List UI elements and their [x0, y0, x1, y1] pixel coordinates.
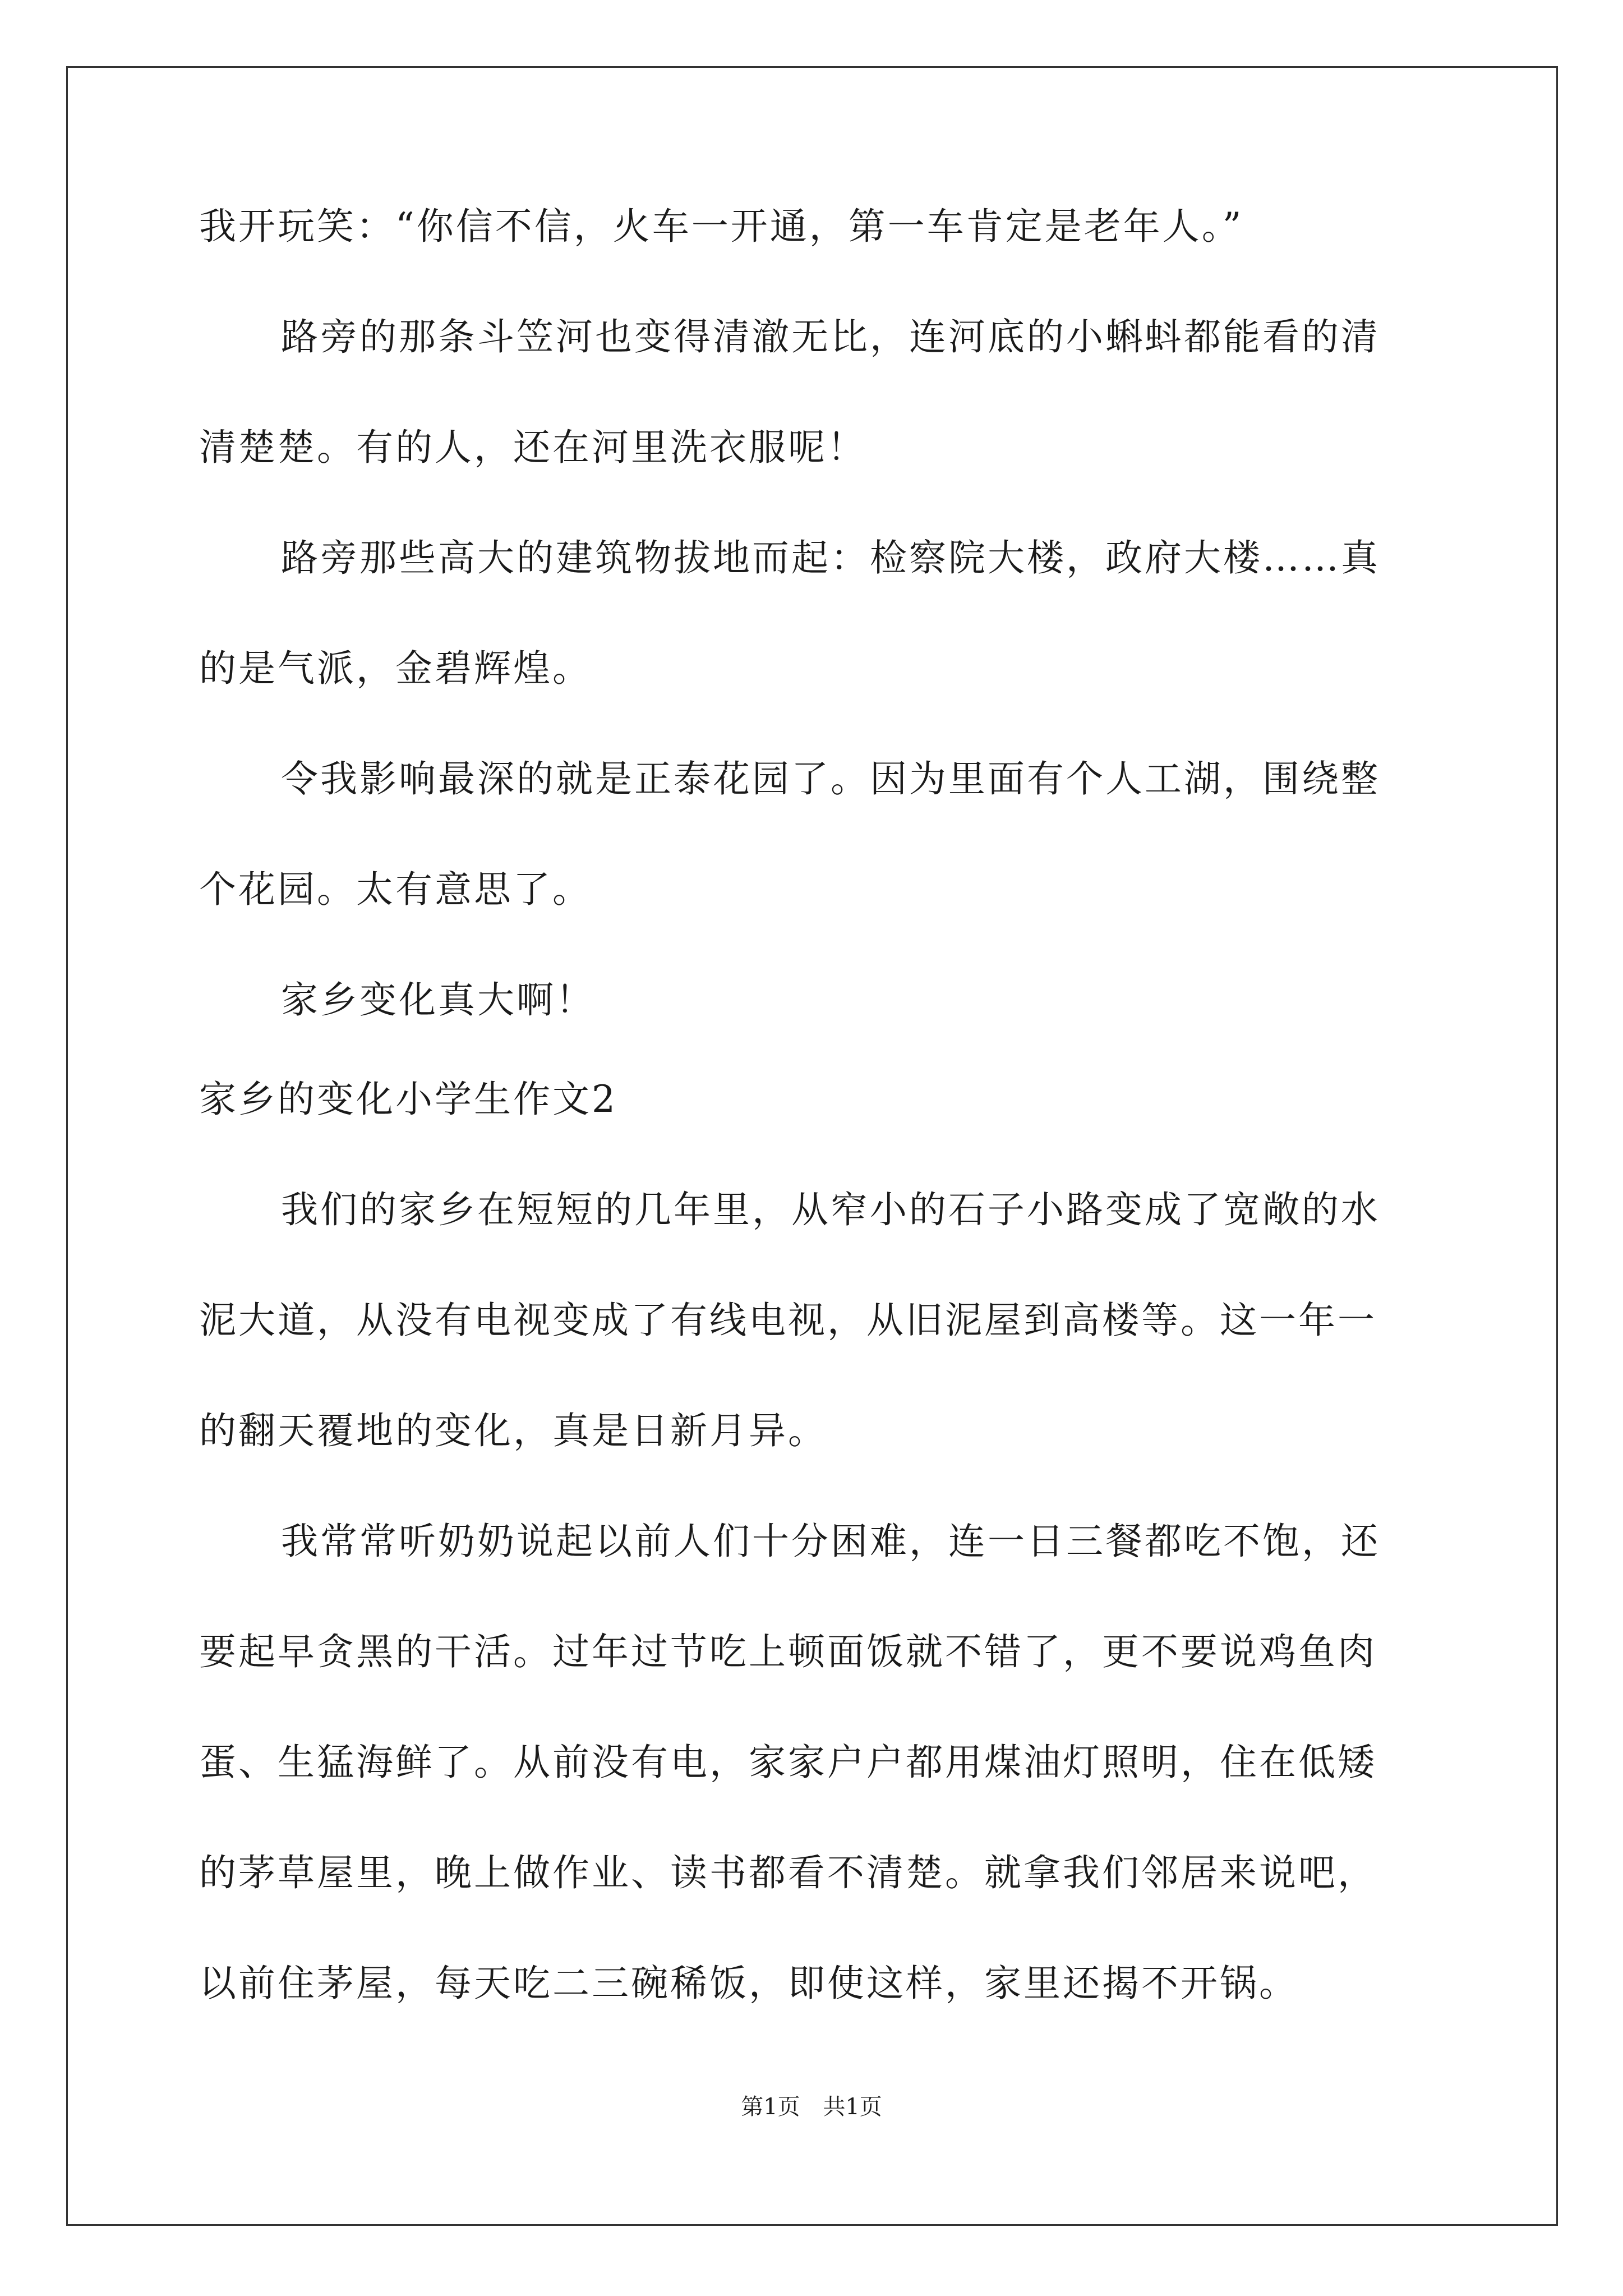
text-line: 我们的家乡在短短的几年里，从窄小的石子小路变成了宽敞的水	[281, 1188, 1380, 1231]
page-footer	[0, 2093, 1623, 2120]
text-line: 家乡变化真大啊！	[281, 978, 595, 1022]
text-line: 清楚楚。有的人，还在河里洗衣服呢！	[199, 426, 866, 469]
text-line: 路旁那些高大的建筑物拔地而起：检察院大楼，政府大楼……真	[281, 536, 1380, 579]
text-line: 我常常听奶奶说起以前人们十分困难，连一日三餐都吃不饱，还	[281, 1520, 1380, 1563]
text-line: 令我影响最深的就是正泰花园了。因为里面有个人工湖，围绕整	[281, 757, 1380, 800]
text-line: 我开玩笑：“你信不信，火车一开通，第一车肯定是老年人。”	[199, 205, 1244, 248]
text-line: 的翻天覆地的变化，真是日新月异。	[199, 1409, 827, 1452]
text-line: 个花园。太有意思了。	[199, 868, 592, 911]
text-line: 的是气派，金碧辉煌。	[199, 647, 592, 690]
text-line: 泥大道，从没有电视变成了有线电视，从旧泥屋到高楼等。这一年一	[199, 1299, 1377, 1342]
text-line: 的茅草屋里，晚上做作业、读书都看不清楚。就拿我们邻居来说吧，	[199, 1851, 1377, 1894]
section-heading: 家乡的变化小学生作文2	[199, 1078, 617, 1121]
text-line: 路旁的那条斗笠河也变得清澈无比，连河底的小蝌蚪都能看的清	[281, 315, 1380, 358]
text-line: 蛋、生猛海鲜了。从前没有电，家家户户都用煤油灯照明，住在低矮	[199, 1741, 1377, 1784]
page-number-current: 第1页	[741, 2094, 800, 2120]
page-number-total: 共1页	[823, 2094, 882, 2120]
page-border	[66, 66, 1558, 2226]
text-line: 要起早贪黑的干活。过年过节吃上顿面饭就不错了，更不要说鸡鱼肉	[199, 1630, 1377, 1673]
text-line: 以前住茅屋，每天吃二三碗稀饭，即使这样，家里还揭不开锅。	[199, 1962, 1298, 2005]
